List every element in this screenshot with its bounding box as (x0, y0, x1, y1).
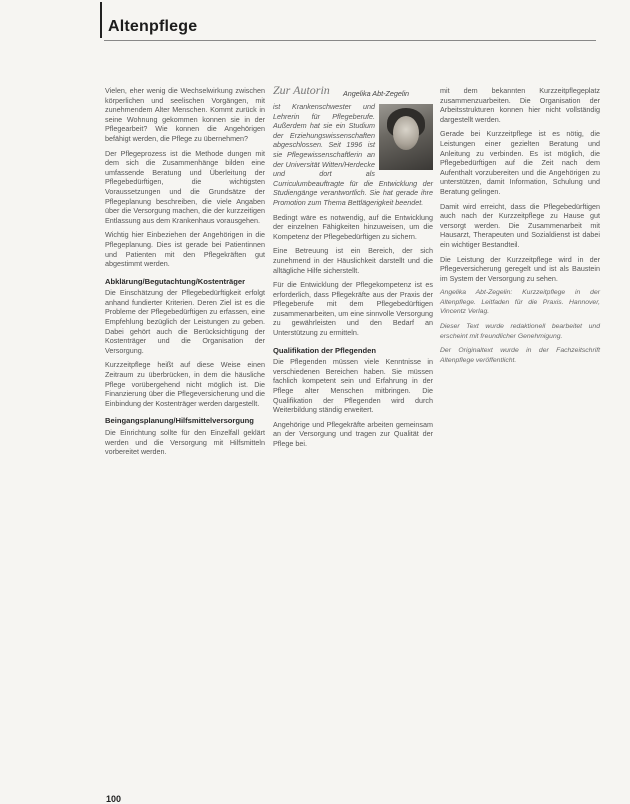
text-column-2 (273, 83, 433, 454)
section-heading: Abklärung/Begutachtung/Kostenträger (105, 276, 246, 286)
photo-face (393, 116, 419, 150)
paragraph: Für die Entwicklung der Pflegekompetenz ist es erforderlich, dass Pflegekräfte aus der Praxis der Pflegeberufe mit dem Pflegebedürftigen zusammenarbeiten, um eine sinnvolle Versorgung zu gewährleisten und den Bedarf an Unterstützung zu ermitteln. (273, 280, 433, 338)
paragraph: mit dem bekannten Kurzzeitpflegeplatz zusammenzuarbeiten. Die Organisation der Arbeitsstrukturen konnen hier nicht vollständig dargestellt werden. (440, 86, 600, 124)
author-name: Angelika Abt-Zegelin (343, 89, 410, 98)
author-photo (379, 104, 433, 170)
paragraph: Bedingt wäre es notwendig, auf die Entwicklung der einzelnen Fähigkeiten hinzuweisen, um die Kompetenz der Pflegebedürftigen zu sichern. (273, 212, 433, 241)
section-heading: Qualifikation der Pflegenden (273, 345, 376, 355)
header-vertical-rule (100, 2, 102, 38)
paragraph: Gerade bei Kurzzeitpflege ist es nötig, die Leistungen einer gezielten Beratung und Anleitung zu verbinden. Es ist möglich, die Pflegebedürftigen auf die Zeit nach dem Aufenthalt vorzubereiten und die Angehörigen zu unterstützen, damit Information, Schulung und Beratung gelingen. (440, 129, 600, 196)
paragraph: Wichtig hier Einbeziehen der Angehörigen in die Pflegeplanung. Dies ist gerade bei Patientinnen und Patienten mit den Pflegekräften gut abgestimmt werden. (105, 230, 265, 269)
paragraph: Die Leistung der Kurzzeitpflege wird in der Pflegeversicherung geregelt und ist als Baustein im System der Versorgung zu sehen. (440, 254, 600, 283)
footnote: Der Originaltext wurde in der Fachzeitschrift Altenpflege veröffentlicht. (440, 347, 600, 364)
paragraph: Die Einschätzung der Pflegebedürftigkeit erfolgt anhand fundierter Kriterien. Deren Ziel ist es die Probleme der Pflegebedürftigen zu erfassen, eine Empfehlung bezüglich der Leistungen zu geben. Dabei gehört auch die Berücksichtigung der Kostenträger und die Organisation der Versorgung. (105, 288, 265, 355)
author-bio: ist Krankenschwester und Lehrerin für Pflegeberufe. Außerdem hat sie ein Studium der Erziehungswissenschaften abgeschlossen. Seit 1996 ist sie Pflegewissenschaftlerin an der Universität Witten/Herdecke und dort als Curriculumbeauftragte für die Entwicklung der Studiengänge verantwortlich. Sie hat gerade ihre Promotion zum Thema Bettlägerigkeit beendet. (273, 102, 433, 207)
text-column-3 (440, 86, 600, 370)
section-heading: Beingangsplanung/Hilfsmittelversorgung (105, 416, 254, 426)
paragraph: Kurzzeitpflege heißt auf diese Weise einen Zeitraum zu überbrücken, in dem die häusliche Pflege vorübergehend nicht möglich ist. Die Finanzierung über die Pflegeversicherung und die Einbindung der Kostenträger werden dargestellt. (105, 360, 265, 408)
page-number: 100 (106, 794, 122, 804)
paragraph: Die Einrichtung sollte für den Einzelfall geklärt werden und die Versorgung mit Hilfsmitteln vorbereitet werden. (105, 428, 265, 457)
paragraph: Angehörige und Pflegekräfte arbeiten gemeinsam an der Versorgung und tragen zur Qualität der Pflege bei. (273, 419, 433, 448)
paragraph: Vielen, eher wenig die Wechselwirkung zwischen körperlichen und seelischen Vorgängen, mit zunehmendem Alter Menschen. Kommt zurück in seine Wohnung gekommen konnen sie in der Pflegearbeit? Wie konnen die Angehörigen befähigt werden, die Pflege zu übernehmen? (105, 86, 265, 143)
paragraph: Eine Betreuung ist ein Bereich, der sich zunehmend in der Häuslichkeit darstellt und die alltägliche Hilfe sicherstellt. (273, 246, 433, 275)
text-column-1 (105, 86, 265, 462)
footnote: Angelika Abt-Zegelin: Kurzzeitpflege in der Altenpflege. Leitfaden für die Praxis. Hannover, Vincentz Verlag. (440, 289, 600, 316)
paragraph: Die Pflegenden müssen viele Kenntnisse in verschiedenen Bereichen haben. Sie müssen fachlich kompetent sein und Erfahrung in der Pflege alter Menschen mitbringen. Die Qualifikation der Pflegenden wird durch Weiterbildung ständig erweitert. (273, 357, 433, 415)
magazine-title: Altenpflege (108, 18, 198, 35)
author-box-header (273, 83, 433, 102)
page-header (100, 0, 600, 44)
footnote: Dieser Text wurde redaktionell bearbeitet und erscheint mit freundlicher Genehmigung. (440, 323, 600, 340)
paragraph: Damit wird erreicht, dass die Pflegebedürftigen auch nach der Kurzzeitpflege zu Hause gut versorgt werden. Die Zusammenarbeit mit Hausarzt, Therapeuten und Sozialdienst ist dabei ein wichtiger Bestandteil. (440, 201, 600, 249)
paragraph: Der Pflegeprozess ist die Methode dungen mit dem sich die Zusammenhänge bilden eine umfassende Beratung und Überleitung der Pflegebedürftigen, die wichtigsten Voraussetzungen und die Grundsätze der Pflegeplanung beschreiben, die viele Angaben über die Versorgung machen, die der kurzzeitigen Entlassung aus dem Krankenhaus vorausgehen. (105, 148, 265, 225)
header-rule (104, 40, 596, 41)
author-box-label: Zur Autorin (273, 83, 330, 97)
